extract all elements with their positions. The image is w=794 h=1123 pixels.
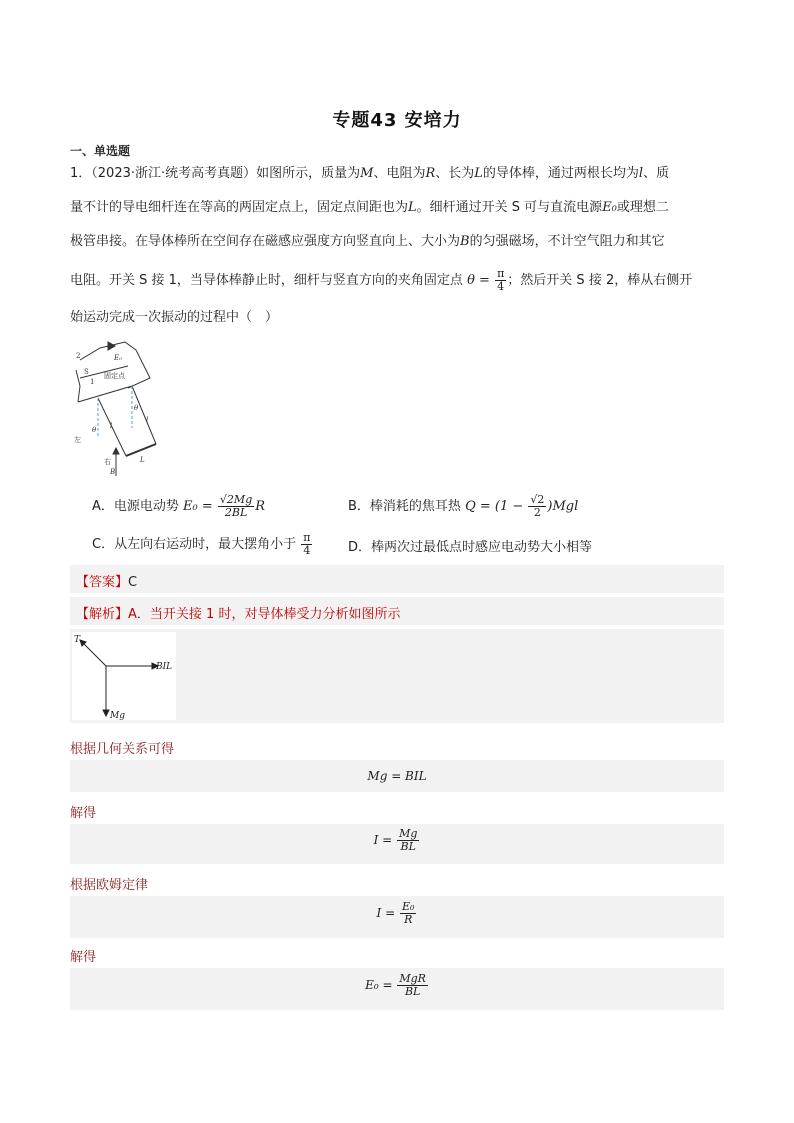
answer-band bbox=[70, 565, 724, 593]
question-text: 。细杆通过开关 S 可与直流电源 bbox=[416, 200, 603, 215]
option-D[interactable]: D．棒两次过最低点时感应电动势大小相等 bbox=[348, 540, 593, 555]
step-label: 解得 bbox=[70, 806, 97, 821]
right-rod bbox=[132, 386, 156, 444]
label-S: S bbox=[84, 368, 89, 376]
question-text: 的导体棒，通过两根长均为 bbox=[482, 166, 639, 181]
label-l-left: l bbox=[110, 422, 113, 430]
frac-num: MgR bbox=[399, 972, 426, 985]
label-T: T bbox=[74, 635, 81, 645]
arrow-head-icon bbox=[113, 448, 119, 454]
step-label: 根据欧姆定律 bbox=[70, 878, 149, 893]
equation-1: Mg = BIL bbox=[367, 769, 427, 783]
option-A-tail: R bbox=[255, 499, 266, 514]
label-left: 左 bbox=[74, 436, 81, 444]
option-A-lhs: E₀ = bbox=[183, 499, 213, 514]
option-A-fraction bbox=[218, 494, 254, 519]
eq-lhs: E₀ = bbox=[365, 978, 393, 992]
pi-over-4 bbox=[495, 268, 506, 293]
label-B: B bbox=[110, 468, 116, 476]
label-BIL: BIL bbox=[156, 662, 173, 672]
frac-num: Mg bbox=[399, 827, 418, 840]
analysis-row bbox=[76, 603, 400, 622]
var-L: L bbox=[408, 200, 417, 215]
answer-row bbox=[76, 571, 137, 590]
question-line-2 bbox=[70, 198, 669, 218]
option-B-tail: )Mgl bbox=[547, 499, 579, 514]
question-text: 、长为 bbox=[435, 166, 475, 181]
label-Mg: Mg bbox=[110, 711, 125, 720]
support-bar bbox=[78, 386, 132, 402]
question-text: 、电阻为 bbox=[373, 166, 426, 181]
question-line-1 bbox=[70, 164, 669, 184]
frac-den: BL bbox=[400, 840, 416, 853]
step-label: 根据几何关系可得 bbox=[70, 742, 175, 757]
label-theta-right: θ bbox=[134, 404, 139, 412]
question-text: 1．（2023·浙江·统考高考真题）如图所示，质量为 bbox=[70, 166, 361, 181]
frac-num: √2Mg bbox=[219, 493, 253, 506]
question-text: 电阻。开关 S 接 1，当导体棒静止时，细杆与竖直方向的夹角固定点 bbox=[70, 273, 463, 288]
frac-num: E₀ bbox=[401, 900, 415, 913]
question-text: 的匀强磁场，不计空气阻力和其它 bbox=[469, 234, 665, 249]
section-heading: 一、单选题 bbox=[70, 144, 131, 158]
force-diagram bbox=[72, 632, 176, 720]
equation-3 bbox=[70, 901, 724, 926]
equation-2 bbox=[70, 828, 724, 853]
label-2: 2 bbox=[76, 352, 81, 360]
option-A-text: A．电源电动势 bbox=[92, 499, 179, 514]
option-B[interactable] bbox=[348, 494, 578, 519]
label-fixed-point: 固定点 bbox=[104, 372, 125, 380]
option-B-fraction bbox=[528, 494, 546, 519]
question-text: ；然后开关 S 接 2，棒从右侧开 bbox=[507, 273, 693, 288]
circuit-figure bbox=[70, 338, 180, 478]
answer-label: 【答案】 bbox=[76, 575, 129, 590]
frac-den: 4 bbox=[303, 544, 311, 557]
frac-den: 4 bbox=[497, 280, 505, 293]
theta-eq: θ = bbox=[467, 273, 490, 288]
question-line-4 bbox=[70, 268, 692, 293]
question-text: 极管串接。在导体棒所在空间存在磁感应强度方向竖直向上、大小为 bbox=[70, 234, 461, 249]
var-l: l bbox=[638, 166, 644, 181]
option-B-lhs: Q = (1 − bbox=[465, 499, 524, 514]
page-title: 专题43 安培力 bbox=[332, 110, 462, 131]
frac-den: 2 bbox=[533, 506, 541, 519]
question-text: 、质 bbox=[643, 166, 670, 181]
analysis-text: A．当开关接 1 时，对导体棒受力分析如图所示 bbox=[128, 607, 401, 622]
label-right: 右 bbox=[104, 458, 111, 466]
frac-den: R bbox=[404, 913, 413, 926]
option-B-text: B．棒消耗的焦耳热 bbox=[348, 499, 461, 514]
equation-4 bbox=[70, 973, 724, 998]
arrow-head-icon bbox=[103, 710, 109, 716]
question-text: 或理想二 bbox=[616, 200, 669, 215]
option-C-fraction bbox=[301, 532, 312, 557]
eq-fraction bbox=[397, 828, 419, 853]
step-label: 解得 bbox=[70, 950, 97, 965]
frac-num: π bbox=[497, 267, 505, 280]
frac-num: √2 bbox=[530, 493, 545, 506]
analysis-label: 【解析】 bbox=[76, 607, 129, 622]
tension-vector bbox=[82, 642, 106, 666]
left-wire bbox=[76, 370, 80, 402]
label-theta-left: θ bbox=[92, 426, 97, 434]
question-line-5: 始运动完成一次振动的过程中（ ） bbox=[70, 310, 279, 325]
eq-lhs: I = bbox=[373, 833, 393, 847]
frac-num: π bbox=[303, 531, 311, 544]
question-line-3 bbox=[70, 232, 665, 252]
var-M: M bbox=[360, 166, 374, 181]
label-L: L bbox=[140, 456, 145, 464]
option-C[interactable] bbox=[92, 532, 313, 557]
option-C-text: C．从左向右运动时，最大摆角小于 bbox=[92, 537, 297, 552]
eq-fraction bbox=[397, 973, 428, 998]
frac-den: 2BL bbox=[224, 506, 248, 519]
eq-fraction bbox=[400, 901, 416, 926]
var-E0: E₀ bbox=[602, 200, 617, 215]
var-R: R bbox=[425, 166, 436, 181]
label-l-right: l bbox=[146, 416, 149, 424]
diode-icon bbox=[108, 342, 115, 350]
eq-lhs: I = bbox=[376, 906, 396, 920]
question-text: 量不计的导电细杆连在等高的两固定点上，固定点间距也为 bbox=[70, 200, 409, 215]
answer-value: C bbox=[128, 575, 138, 590]
right-wire bbox=[128, 350, 150, 388]
label-1: 1 bbox=[90, 378, 95, 386]
option-A[interactable] bbox=[92, 494, 265, 519]
label-E0: E₀ bbox=[114, 354, 122, 362]
var-L: L bbox=[474, 166, 483, 181]
conductor-bar bbox=[126, 444, 156, 456]
var-B: B bbox=[460, 234, 470, 249]
frac-den: BL bbox=[404, 985, 421, 998]
